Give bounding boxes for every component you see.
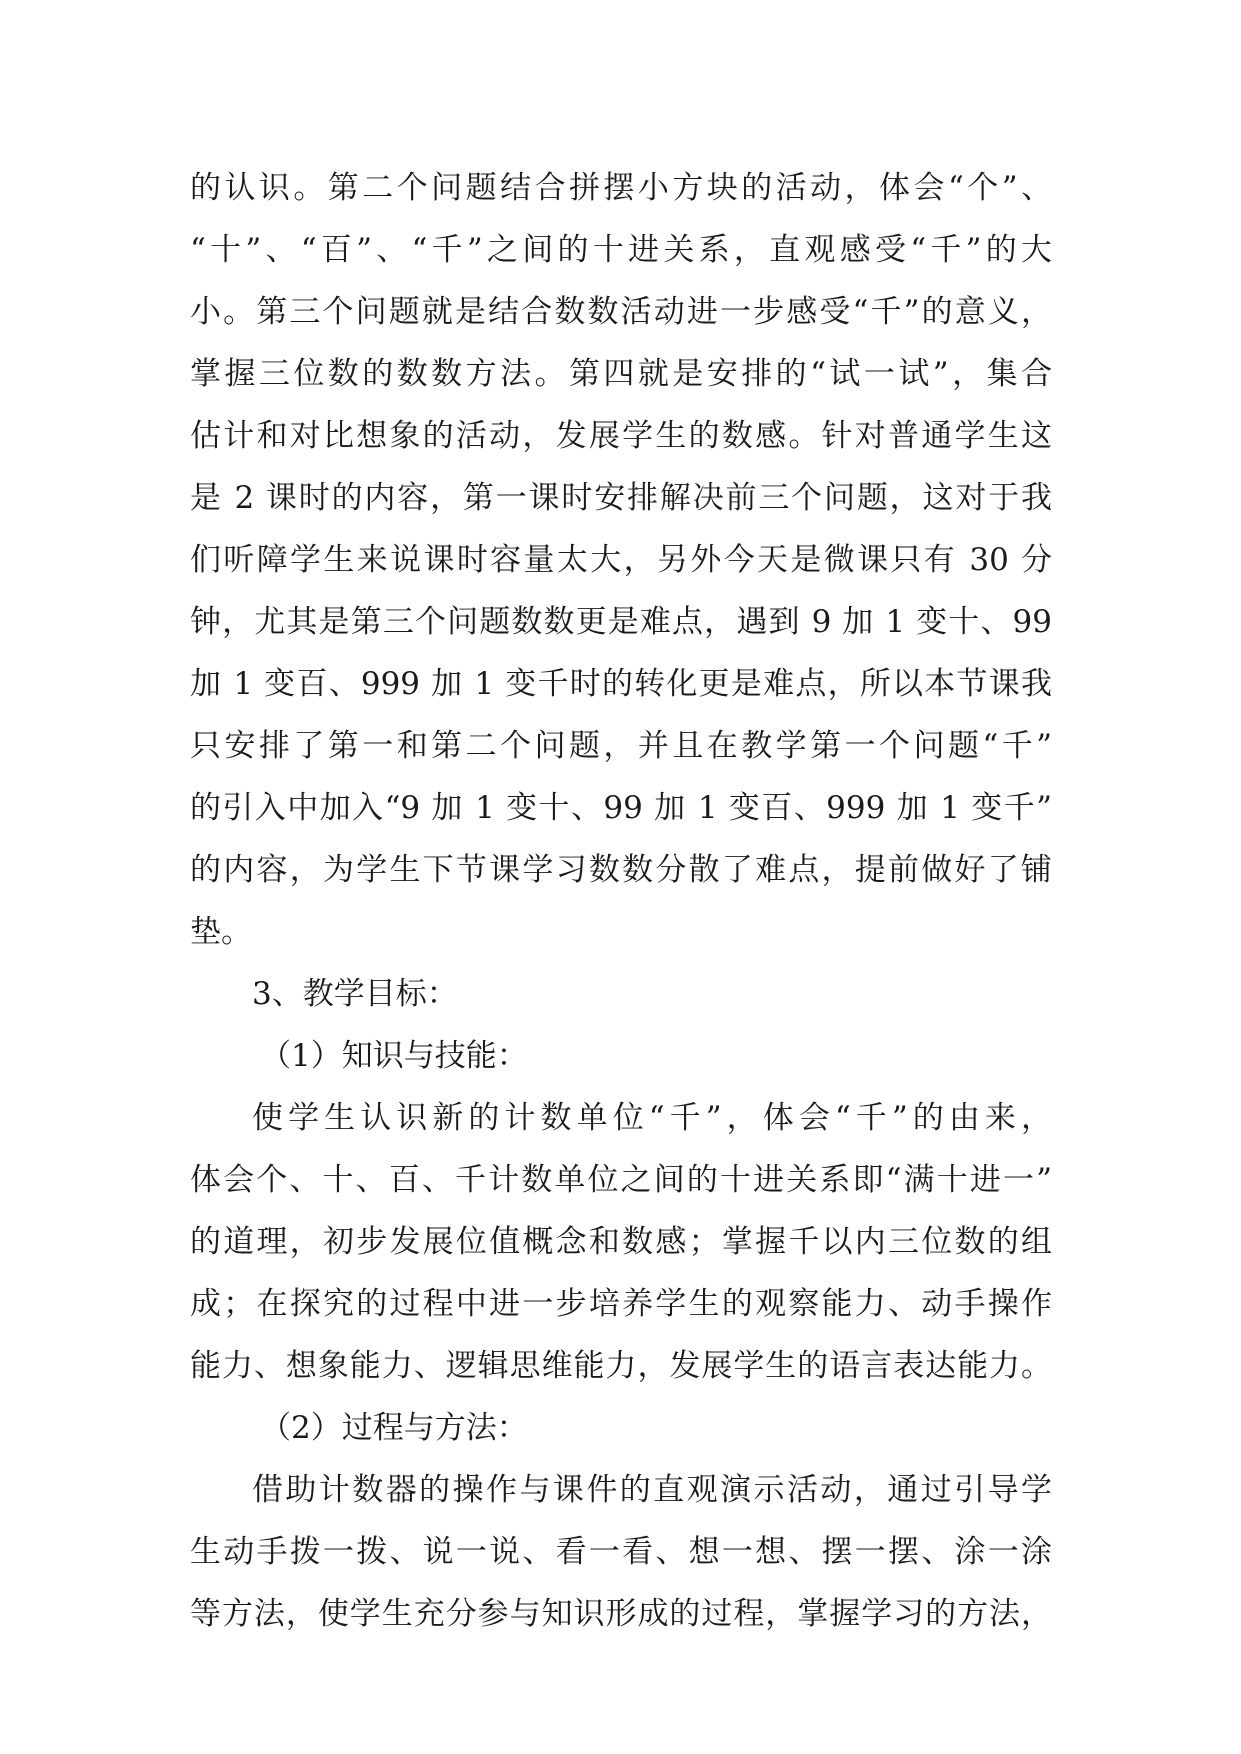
- paragraph-line: 的引入中加入“9 加 1 变十、99 加 1 变百、999 加 1 变千”: [190, 790, 1052, 826]
- paragraph-line: 是 2 课时的内容，第一课时安排解决前三个问题，这对于我: [190, 480, 1052, 516]
- subsection-heading: （1）知识与技能：: [260, 1038, 528, 1074]
- subsection-heading: （2）过程与方法：: [260, 1410, 528, 1446]
- section-heading: 3、教学目标：: [252, 976, 458, 1012]
- paragraph-line: “十”、“百”、“千”之间的十进关系，直观感受“千”的大: [190, 232, 1052, 268]
- body-text: [190, 157, 1052, 1645]
- paragraph-line: 掌握三位数的数数方法。第四就是安排的“试一试”，集合: [190, 356, 1052, 392]
- paragraph-line: 成；在探究的过程中进一步培养学生的观察能力、动手操作: [190, 1286, 1052, 1322]
- paragraph-line: 加 1 变百、999 加 1 变千时的转化更是难点，所以本节课我: [190, 666, 1052, 702]
- paragraph-line: 使学生认识新的计数单位“千”，体会“千”的由来，: [252, 1100, 1052, 1136]
- paragraph-line: 的内容，为学生下节课学习数数分散了难点，提前做好了铺: [190, 852, 1052, 888]
- paragraph-line: 垫。: [190, 914, 252, 950]
- paragraph-line: 能力、想象能力、逻辑思维能力，发展学生的语言表达能力。: [190, 1348, 1052, 1384]
- paragraph-line: 估计和对比想象的活动，发展学生的数感。针对普通学生这: [190, 418, 1052, 454]
- paragraph-line: 只安排了第一和第二个问题，并且在教学第一个问题“千”: [190, 728, 1052, 764]
- paragraph-line: 生动手拨一拨、说一说、看一看、想一想、摆一摆、涂一涂: [190, 1534, 1052, 1570]
- paragraph-line: 钟，尤其是第三个问题数数更是难点，遇到 9 加 1 变十、99: [190, 604, 1052, 640]
- paragraph-line: 等方法，使学生充分参与知识形成的过程，掌握学习的方法，: [190, 1596, 1052, 1632]
- paragraph-line: 体会个、十、百、千计数单位之间的十进关系即“满十进一”: [190, 1162, 1052, 1198]
- paragraph-line: 的认识。第二个问题结合拼摆小方块的活动，体会“个”、: [190, 170, 1052, 206]
- paragraph-line: 借助计数器的操作与课件的直观演示活动，通过引导学: [252, 1472, 1052, 1508]
- paragraph-line: 小。第三个问题就是结合数数活动进一步感受“千”的意义，: [190, 294, 1052, 330]
- paragraph-line: 的道理，初步发展位值概念和数感；掌握千以内三位数的组: [190, 1224, 1052, 1260]
- paragraph-line: 们听障学生来说课时容量太大，另外今天是微课只有 30 分: [190, 542, 1052, 578]
